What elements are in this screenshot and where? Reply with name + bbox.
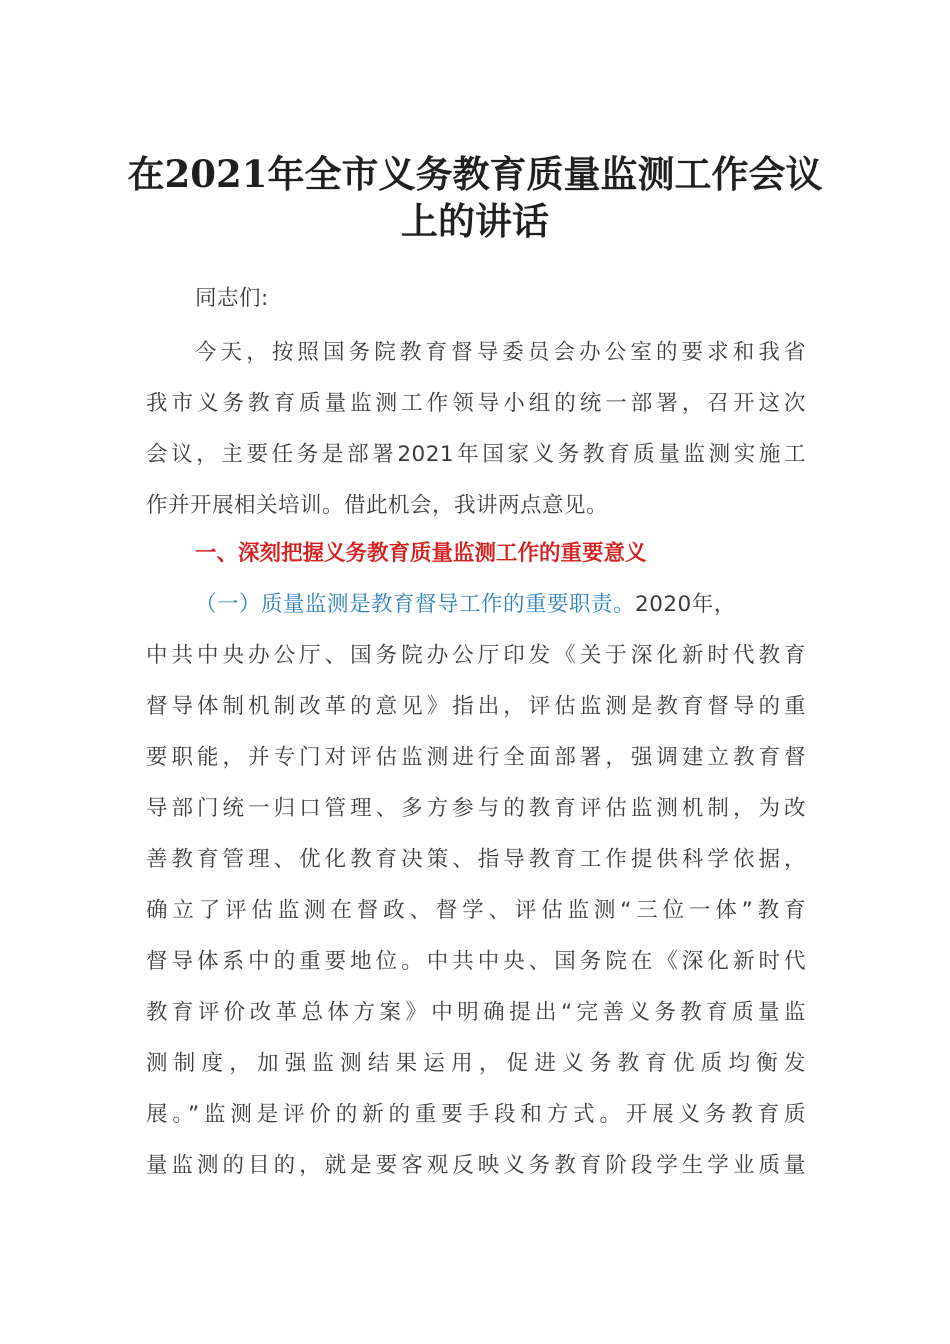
subheading: （一）质量监测是教育督导工作的重要职责。	[195, 592, 636, 617]
intro-line: 作并开展相关培训。借此机会，我讲两点意见。	[146, 493, 609, 518]
intro-line: 会议，主要任务是部署2021年国家义务教育质量监测实施工	[146, 442, 806, 467]
intro-line: 我市义务教育质量监测工作领导小组的统一部署，召开这次	[146, 391, 806, 416]
body-line: 量监测的目的，就是要客观反映义务教育阶段学生学业质量	[146, 1153, 806, 1178]
body-line: 要职能，并专门对评估监测进行全面部署，强调建立教育督	[146, 745, 806, 770]
document-title-line-1: 在2021年全市义务教育质量监测工作会议	[127, 152, 823, 196]
document-title-line-2: 上的讲话	[401, 199, 549, 243]
body-line: 测制度，加强监测结果运用，促进义务教育优质均衡发	[146, 1051, 806, 1076]
body-line: 展。”监测是评价的新的重要手段和方式。开展义务教育质	[146, 1102, 806, 1127]
subheading-tail: 2020年，	[635, 592, 736, 617]
intro-line: 今天，按照国务院教育督导委员会办公室的要求和我省	[195, 340, 806, 365]
section-heading: 一、深刻把握义务教育质量监测工作的重要意义	[195, 541, 647, 566]
body-line: 中共中央办公厅、国务院办公厅印发《关于深化新时代教育	[146, 643, 806, 668]
body-line: 教育评价改革总体方案》中明确提出“完善义务教育质量监	[146, 1000, 806, 1025]
body-line: 确立了评估监测在督政、督学、评估监测“三位一体”教育	[146, 898, 806, 923]
body-line: 善教育管理、优化教育决策、指导教育工作提供科学依据，	[146, 847, 806, 872]
subheading-line	[195, 590, 736, 620]
body-line: 督导体系中的重要地位。中共中央、国务院在《深化新时代	[146, 949, 806, 974]
salutation: 同志们:	[195, 286, 269, 311]
body-line: 督导体制机制改革的意见》指出，评估监测是教育督导的重	[146, 694, 806, 719]
body-line: 导部门统一归口管理、多方参与的教育评估监测机制，为改	[146, 796, 806, 821]
